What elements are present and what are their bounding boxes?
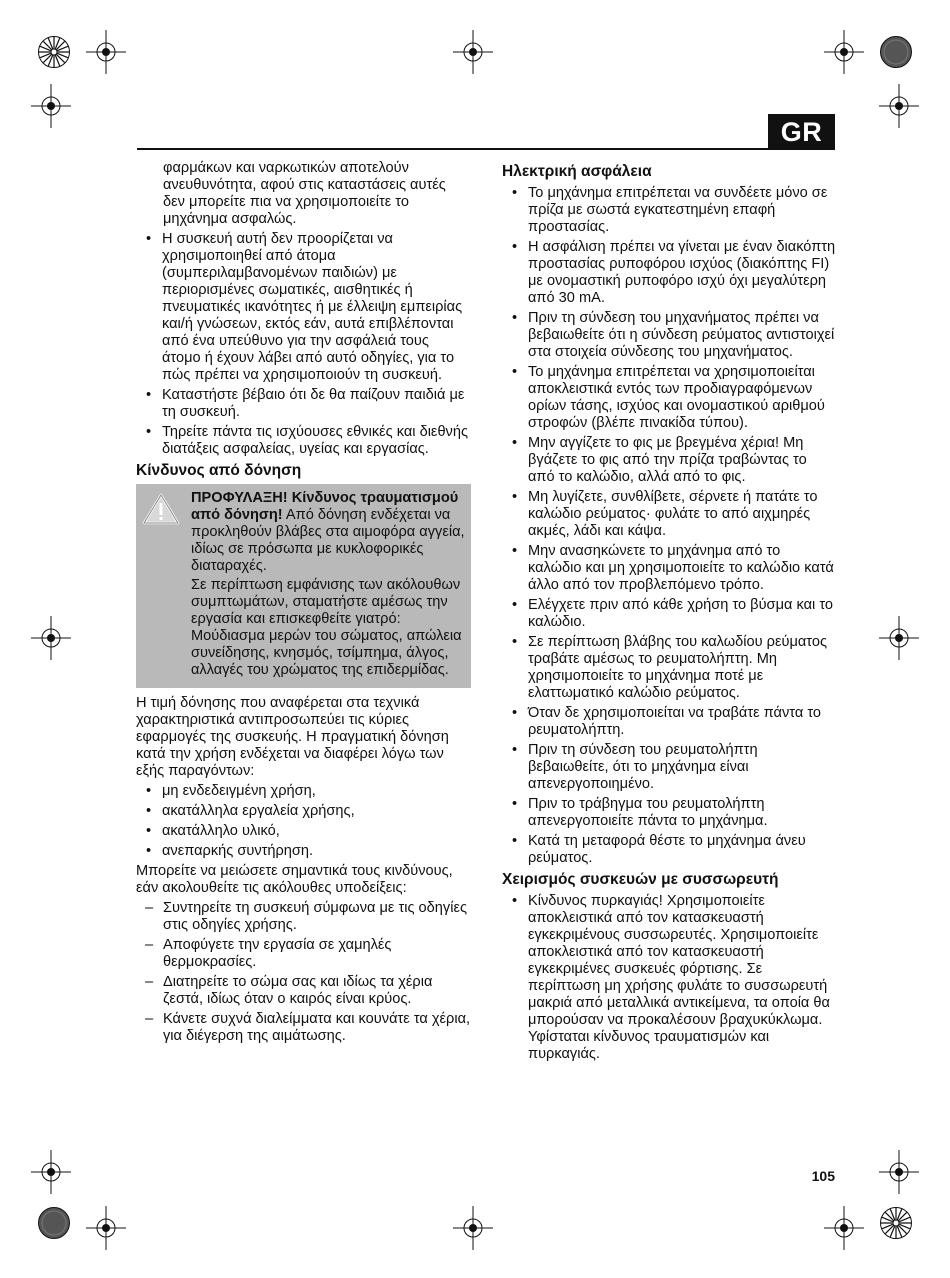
list-item: • Κίνδυνος πυρκαγιάς! Χρησιμοποιείτε αποκλειστικά από τον κατασκευαστή εγκεκριμένους συσσωρευτές. Χρησιμοποιείτε αποκλειστικά από τον κατασκευαστή εγκεκριμένες συσκευές φόρτισης. Σε περίπτωση μη χρήσης φυλάτε το συσσωρευτή μακριά από μεταλλικά αντικείμενα, τα οποία θα μπορούσαν να προκαλέσουν βραχυκύκλωμα. Υφίσταται κίνδυνος τραυματισμών και πυρκαγιάς. xyxy=(502,893,836,1063)
list-item: • ακατάλληλα εργαλεία χρήσης, xyxy=(136,803,471,820)
list-item: • Κατά τη μεταφορά θέστε το μηχάνημα άνευ ρεύματος. xyxy=(502,833,836,867)
battery-handling-heading: Χειρισμός συσκευών με συσσωρευτή xyxy=(502,871,779,888)
list-item: • ακατάλληλο υλικό, xyxy=(136,823,471,840)
electrical-safety-list xyxy=(502,185,836,867)
crosshair-mark-right-mid xyxy=(879,616,919,660)
list-item: • Ελέγχετε πριν από κάθε χρήση το βύσμα και το καλώδιο. xyxy=(502,597,836,631)
list-item: • Μην αγγίζετε το φις με βρεγμένα χέρια! Μη βγάζετε το φις από την πρίζα τραβώντας το από το καλώδιο, αλλά από το φις. xyxy=(502,435,836,486)
list-item: • Καταστήστε βέβαιο ότι δε θα παίζουν παιδιά με τη συσκευή. xyxy=(136,387,471,421)
list-item: • Η ασφάλιση πρέπει να γίνεται με έναν διακόπτη προστασίας ρυποφόρου ισχύος (διακόπτης FI) με ονομαστική ρυποφόρο ισχύ όχι μεγαλύτερη από 30 mA. xyxy=(502,239,836,307)
list-item: – Κάνετε συχνά διαλείμματα και κουνάτε τα χέρια, για διέγερση της αιμάτωσης. xyxy=(136,1011,471,1045)
crosshair-mark-left-2 xyxy=(31,1150,71,1194)
crosshair-mark-top-2 xyxy=(453,30,493,74)
tips-list xyxy=(136,900,471,1045)
list-item: • Όταν δε χρησιμοποιείται να τραβάτε πάντα το ρευματολήπτη. xyxy=(502,705,836,739)
crosshair-mark-right-1 xyxy=(879,84,919,128)
registration-mark-top-left-sun xyxy=(37,35,71,69)
vibration-paragraph: Η τιμή δόνησης που αναφέρεται στα τεχνικά χαρακτηριστικά αντιπροσωπεύει τις κύριες εφαρμογές της συσκευής. Η πραγματική δόνηση κατά την χρήση ενδέχεται να διαφέρει λόγω των εξής παραγόντων: xyxy=(136,695,449,779)
crosshair-mark-top-3 xyxy=(824,30,864,74)
warning-text-1: Από δόνηση ενδέχεται να προκληθούν βλάβες στα αιμοφόρα αγγεία, ιδίως σε πρόσωπα με κυκλοφορικές διαταραχές. xyxy=(191,507,465,574)
list-item: – Συντηρείτε τη συσκευή σύμφωνα με τις οδηγίες στις οδηγίες χρήσης. xyxy=(136,900,471,934)
list-item: • Η συσκευή αυτή δεν προορίζεται να χρησιμοποιηθεί από άτομα (συμπεριλαμβανομένων παιδιών) με περιορισμένες σωματικές, αισθητικές ή πνευματικές ικανότητες ή με έλλειψη εμπειρίας και/ή γνώσεων, εκτός εάν, αυτά επιβλέπονται από ένα υπεύθυνο για την ασφάλειά τους άτομο ή έχουν λάβει από αυτό οδηγίες, για το πώς πρέπει να χρησιμοποιούν τη συσκευή. xyxy=(136,231,471,384)
warning-lead: ΠΡΟΦΥΛΑΞΗ! Κίνδυνος τραυματισμού από δόνηση! xyxy=(191,490,459,523)
right-column xyxy=(502,160,836,1066)
warning-triangle-icon xyxy=(142,492,180,526)
list-item: • Σε περίπτωση βλάβης του καλωδίου ρεύματος τραβάτε αμέσως το ρευματολήπτη. Μη χρησιμοποιείτε το μηχάνημα ποτέ με ελαττωματικό καλώδιο ρεύματος. xyxy=(502,634,836,702)
battery-handling-list xyxy=(502,893,836,1063)
list-item: • Πριν τη σύνδεση του μηχανήματος πρέπει να βεβαιωθείτε ότι η σύνδεση ρεύματος αντιστοιχεί στα στοιχεία σύνδεσης του μηχανήματος. xyxy=(502,310,836,361)
list-item: – Διατηρείτε το σώμα σας και ιδίως τα χέρια ζεστά, ιδίως όταν ο καιρός είναι κρύος. xyxy=(136,974,471,1008)
crosshair-mark-bottom-1 xyxy=(86,1206,126,1250)
electrical-safety-heading: Ηλεκτρική ασφάλεια xyxy=(502,163,652,180)
list-item: • Το μηχάνημα επιτρέπεται να χρησιμοποιείται αποκλειστικά εντός των προδιαγραφόμενων ορίων τάσης, ισχύος και ονομαστικού αριθμού στροφών (βλέπε πινακίδα τύπου). xyxy=(502,364,836,432)
crosshair-mark-left-mid xyxy=(31,616,71,660)
reduce-risk-paragraph: Μπορείτε να μειώσετε σημαντικά τους κινδύνους, εάν ακολουθείτε τις ακόλουθες υποδείξεις: xyxy=(136,863,453,896)
factors-list xyxy=(136,783,471,860)
crosshair-mark-bottom-2 xyxy=(453,1206,493,1250)
language-tab: GR xyxy=(768,114,835,150)
registration-mark-top-right-solid xyxy=(879,35,913,69)
list-item: • Μη λυγίζετε, συνθλίβετε, σέρνετε ή πατάτε το καλώδιο ρεύματος· φυλάτε το από αιχμηρές ακμές, λάδι και κάψα. xyxy=(502,489,836,540)
safety-bullets xyxy=(136,231,471,458)
registration-mark-bottom-left-solid xyxy=(37,1206,71,1240)
crosshair-mark-top-1 xyxy=(86,30,126,74)
list-item: • Τηρείτε πάντα τις ισχύουσες εθνικές και διεθνής διατάξεις ασφαλείας, υγείας και εργασίας. xyxy=(136,424,471,458)
vibration-heading: Κίνδυνος από δόνηση xyxy=(136,462,302,479)
vibration-warning-box xyxy=(136,484,471,688)
warning-paragraph-1 xyxy=(191,490,466,575)
list-item: – Αποφύγετε την εργασία σε χαμηλές θερμοκρασίες. xyxy=(136,937,471,971)
crosshair-mark-right-2 xyxy=(879,1150,919,1194)
list-item: • Πριν τη σύνδεση του ρευματολήπτη βεβαιωθείτε, ότι το μηχάνημα είναι απενεργοποιημένο. xyxy=(502,742,836,793)
registration-mark-bottom-right-sun xyxy=(879,1206,913,1240)
list-item: • Μην ανασηκώνετε το μηχάνημα από το καλώδιο και μη χρησιμοποιείτε το καλώδιο κατά άλλο από τον προβλεπόμενο τρόπο. xyxy=(502,543,836,594)
list-item: • Το μηχάνημα επιτρέπεται να συνδέετε μόνο σε πρίζα με σωστά εγκατεστημένη επαφή προστασίας. xyxy=(502,185,836,236)
list-item: • Πριν το τράβηγμα του ρευματολήπτη απενεργοποιείτε πάντα το μηχάνημα. xyxy=(502,796,836,830)
page-number: 105 xyxy=(811,1168,835,1184)
header-rule xyxy=(137,148,835,150)
crosshair-mark-left-1 xyxy=(31,84,71,128)
left-column xyxy=(136,160,471,1048)
continuation-paragraph: φαρμάκων και ναρκωτικών αποτελούν ανευθυνότητα, αφού στις καταστάσεις αυτές δεν μπορείτε πια να χρησιμοποιείτε το μηχάνημα ασφαλώς. xyxy=(163,160,446,227)
list-item: • μη ενδεδειγμένη χρήση, xyxy=(136,783,471,800)
crosshair-mark-bottom-3 xyxy=(824,1206,864,1250)
list-item: • ανεπαρκής συντήρηση. xyxy=(136,843,471,860)
warning-paragraph-2: Σε περίπτωση εμφάνισης των ακόλουθων συμπτωμάτων, σταματήστε αμέσως την εργασία και επισκεφθείτε γιατρό: Μούδιασμα μερών του σώματος, απώλεια συνείδησης, κνησμός, τσίμπημα, άλγος, αλλαγές του χρώματος της επιδερμίδας. xyxy=(191,577,462,678)
